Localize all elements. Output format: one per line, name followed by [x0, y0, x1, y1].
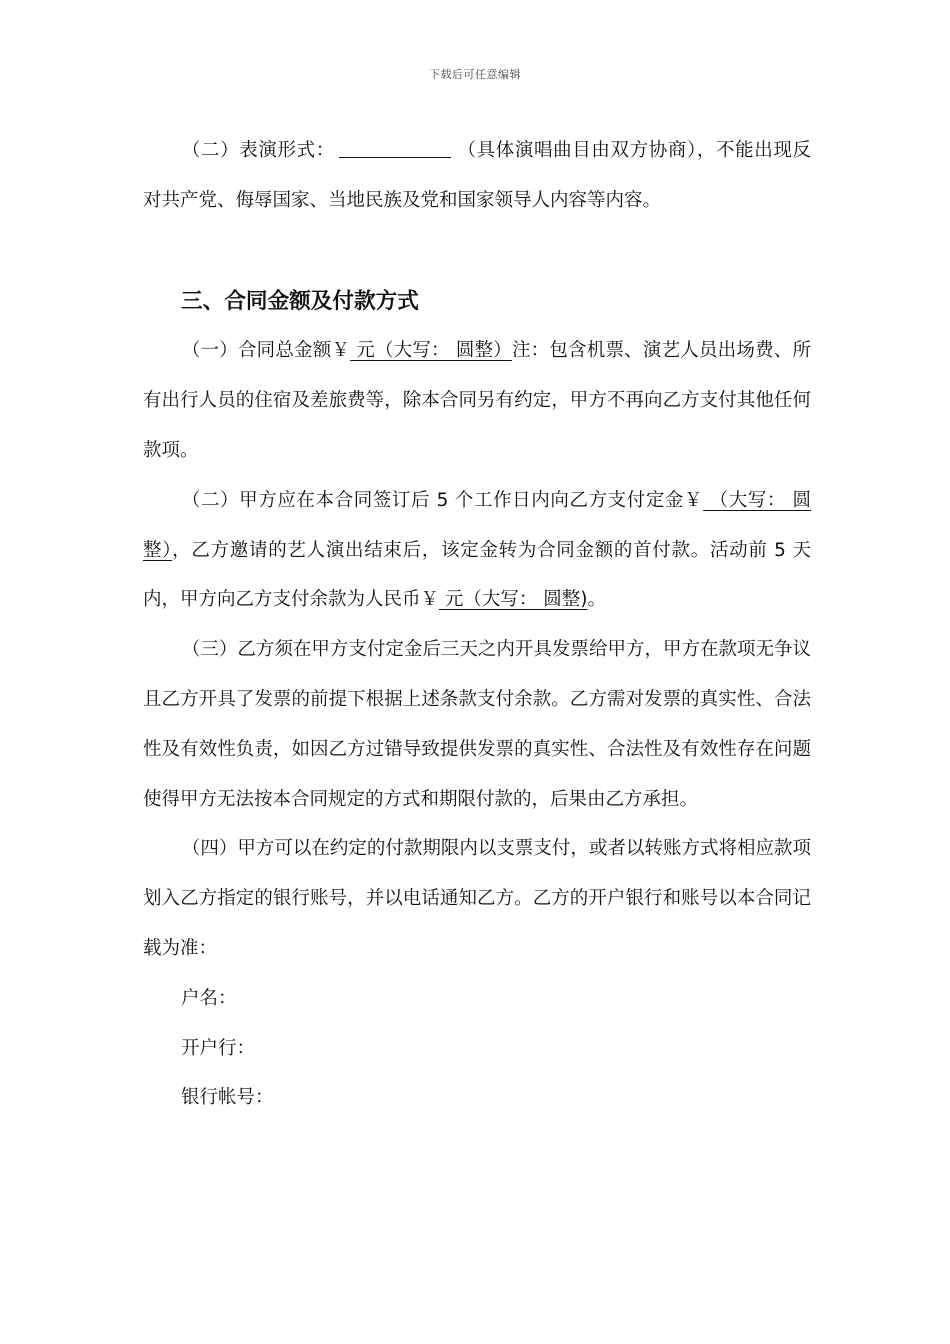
balance-underlined: 元（大写： 圆整): [439, 589, 588, 611]
field-account-name: 户名：: [181, 987, 237, 1009]
document-body: [143, 126, 811, 1123]
blank-fill-line: [339, 137, 451, 158]
field-bank: 开户行：: [181, 1037, 256, 1059]
clause-suffix: 。: [587, 589, 607, 611]
clause-performance-form: [143, 126, 811, 226]
clause-total-amount: [143, 326, 811, 475]
clause-suffix: 注：包含机票、演艺人员出场费、所有出行人员的住宿及差旅费等，除本合同另有约定，甲方不再向乙方支付其他任何款项。: [143, 340, 811, 461]
page-header-note: 下载后可任意编辑: [429, 68, 521, 81]
deposit-underlined: （大写： 圆整）: [143, 489, 811, 561]
clause-prefix: （二）表演形式：: [181, 140, 335, 161]
clause-deposit: [143, 476, 811, 625]
clause-suffix: （具体演唱曲目由双方协商），不能出现反对共产党、侮辱国家、当地民族及党和国家领导人内容等内容。: [143, 140, 811, 211]
amount-underlined: 元（大写： 圆整）: [350, 340, 512, 362]
field-account-number: 银行帐号：: [181, 1087, 274, 1109]
section-title-payment: 三、合同金额及付款方式: [181, 288, 419, 314]
clause-invoice: （三）乙方须在甲方支付定金后三天之内开具发票给甲方，甲方在款项无争议且乙方开具了发票的前提下根据上述条款支付余款。乙方需对发票的真实性、合法性及有效性负责，如因乙方过错导致提供发票的真实性、合法性及有效性存在问题使得甲方无法按本合同规定的方式和期限付款的，后果由乙方承担。: [143, 639, 811, 810]
clause-prefix: （一）合同总金额￥: [181, 340, 351, 362]
clause-payment-method: （四）甲方可以在约定的付款期限内以支票支付，或者以转账方式将相应款项划入乙方指定的银行账号，并以电话通知乙方。乙方的开户银行和账号以本合同记载为准：: [143, 838, 811, 959]
clause-middle: ，乙方邀请的艺人演出结束后，该定金转为合同金额的首付款。活动前 5 天内，甲方向乙方支付余款为人民币￥: [143, 539, 811, 611]
clause-prefix: （二）甲方应在本合同签订后 5 个工作日内向乙方支付定金￥: [181, 489, 704, 511]
